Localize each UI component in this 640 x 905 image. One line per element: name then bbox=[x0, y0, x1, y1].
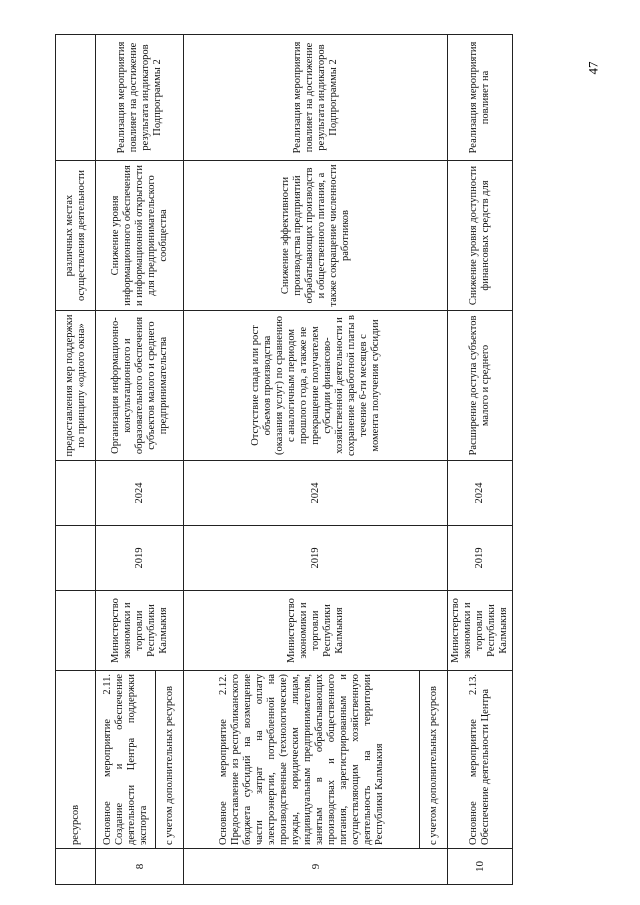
row-number: 10 bbox=[448, 849, 513, 885]
program-table bbox=[55, 34, 513, 885]
start-year: 2019 bbox=[184, 526, 448, 591]
header-cell-name: ресурсов bbox=[56, 671, 96, 849]
link-to-indicators: Реализация мероприятия повлияет на bbox=[448, 35, 513, 161]
page-number: 47 bbox=[585, 61, 601, 75]
expected-result: Расширение доступа субъектов малого и среднего bbox=[448, 311, 513, 461]
start-year: 2019 bbox=[448, 526, 513, 591]
link-to-indicators: Реализация мероприятия повлияет на достижение результата индикаторов Подпрограммы 2 bbox=[96, 35, 184, 161]
header-cell-result: предоставления мер поддержки по принципу «одного окна» bbox=[56, 311, 96, 461]
row-number: 9 bbox=[184, 849, 448, 885]
end-year: 2024 bbox=[448, 461, 513, 526]
table-row bbox=[184, 35, 420, 885]
executor: Министерство экономики и торговли Республики Калмыкия bbox=[448, 591, 513, 671]
end-year: 2024 bbox=[96, 461, 184, 526]
table-row bbox=[96, 35, 156, 885]
link-to-indicators: Реализация мероприятия повлияет на достижение результата индикаторов Подпрограммы 2 bbox=[184, 35, 448, 161]
table-row bbox=[56, 35, 96, 885]
table-row bbox=[448, 35, 513, 885]
executor: Министерство экономики и торговли Республики Калмыкия bbox=[184, 591, 448, 671]
expected-result: Организация информационно-консультационного и образовательного обеспечения субъектов малого и среднего предпринимательства bbox=[96, 311, 184, 461]
start-year: 2019 bbox=[96, 526, 184, 591]
expected-result: Отсутствие спада или рост объемов производства (оказания услуг) по сравнению с аналогичным периодом прошлого года, а также не прекращение получателем субсидии финансово-хозяйственной деятельности и сохранение заработной платы в течение 6-ти месяцев с момента получения субсидии bbox=[184, 311, 448, 461]
activity-name: Основное мероприятие 2.13. Обеспечение деятельности Центра bbox=[448, 671, 513, 849]
executor: Министерство экономики и торговли Республики Калмыкия bbox=[96, 591, 184, 671]
consequence: Снижение эффективности производства предприятий обрабатывающих производств и общественного питания, а также сокращение численности работников bbox=[184, 161, 448, 311]
activity-sub: с учетом дополнительных ресурсов bbox=[156, 671, 184, 849]
consequence: Снижение уровня доступности финансовых средств для bbox=[448, 161, 513, 311]
activity-name: Основное мероприятие 2.11. Создание и обеспечение деятельности Центра поддержки экспорта bbox=[96, 671, 156, 849]
activity-name: Основное мероприятие 2.12. Предоставление из республиканского бюджета субсидий на возмещение части затрат на оплату электроэнергии, потребленной на производственные (технологические) нужды, юридическим лицам, индивидуальным предпринимателям, занятым в обрабатывающих производствах и общественного питания, зарегистрированным и осуществляющим хозяйственную деятельность на территории Республики Калмыкия bbox=[184, 671, 420, 849]
row-number: 8 bbox=[96, 849, 184, 885]
activity-sub: с учетом дополнительных ресурсов bbox=[420, 671, 448, 849]
end-year: 2024 bbox=[184, 461, 448, 526]
header-cell-consequence: различных местах осуществления деятельности bbox=[56, 161, 96, 311]
rotated-table-wrapper bbox=[55, 35, 575, 885]
consequence: Снижение уровня информационного обеспечения и информационной открытости для предпринимательского сообщества bbox=[96, 161, 184, 311]
